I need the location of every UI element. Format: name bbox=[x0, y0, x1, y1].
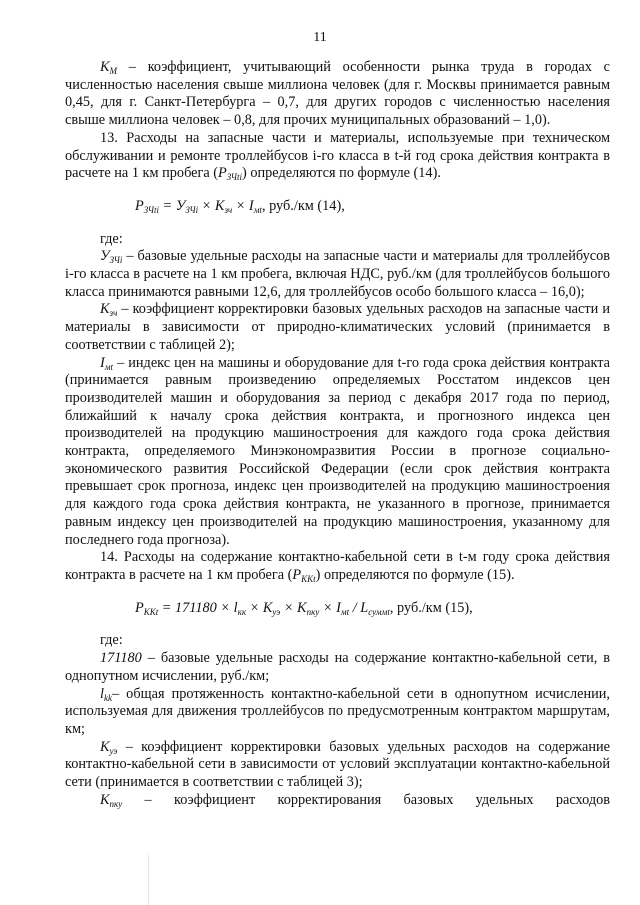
where-label: где: bbox=[100, 230, 123, 247]
k-zch-definition: $K_{зч}$ – коэффициент корректировки базовых удельных расходов на запасные части и материалы в зависимости от природно-климатических условий (принимается в соответствии с таблицей 2); bbox=[65, 301, 610, 353]
scan-mark bbox=[148, 855, 149, 905]
formula-15: $P_{ККt} = 171180 \times l_{кк} \times K_{уэ} \times K_{пку} \times I_{мt} / L_{суммt}$, руб./км (15), bbox=[135, 599, 473, 617]
constant-definition: 171180 – базовые удельные расходы на содержание контактно-кабельной сети, в однопутном исчислении, руб./км; bbox=[65, 650, 611, 684]
k-pku-definition: $K_{пку}$ – коэффициент корректирования базовых удельных расходов bbox=[100, 791, 610, 809]
formula-14: $P_{ЗЧti} = У_{ЗЧi} \times K_{зч} \times I_{мt}$, руб./км (14), bbox=[135, 197, 345, 215]
page-number: 11 bbox=[313, 30, 327, 45]
where-label-2: где: bbox=[100, 632, 123, 649]
paragraph-13: 13. Расходы на запасные части и материалы, используемые при техническом обслуживании и ремонте троллейбусов i-го класса в t-й год срока действия контракта в расчете на 1 км пробега $(P_{ЗЧti})$ определяются по формуле (14). bbox=[65, 129, 610, 183]
paragraph-14: 14. Расходы на содержание контактно-кабельной сети в t-м году срока действия контракта в расчете на 1 км пробега $(P_{ККt})$ определяются по формуле (15). bbox=[65, 549, 610, 584]
l-kk-definition: $l_{kk}-$ общая протяженность контактно-кабельной сети в однопутном исчислении, используемая для движения троллейбусов по предусмотренным контрактом маршрутам, км; bbox=[65, 685, 610, 737]
document-body bbox=[65, 59, 610, 809]
k-ue-definition: $K_{уэ}$ – коэффициент корректировки базовых удельных расходов на содержание контактно-кабельной сети в зависимости от условий эксплуатации контактно-кабельной сети (принимается в соответствии с таблицей 3); bbox=[65, 738, 610, 791]
km-definition: $K_M$ – коэффициент, учитывающий особенности рынка труда в городах с численностью населения свыше миллиона человек (для г. Москвы принимается равным 0,45, для г. Санкт-Петербурга – 0,7, для других городов с численностью населения свыше миллиона человек – 0,8, для прочих муниципальных образований – 1,0). bbox=[65, 59, 610, 129]
u-zch-definition: $У_{ЗЧi}$ – базовые удельные расходы на запасные части и материалы для троллейбусов i-го класса в расчете на 1 км пробега, включая НДС, руб./км (для троллейбусов большого класса принимаются равными 12,6, для троллейбусов особо большого класса – 16,0); bbox=[65, 248, 611, 300]
i-mt-definition: $I_{мt}$ – индекс цен на машины и оборудование для t-го года срока действия контракта (принимается равным произведению определяемых Росстатом индексов цен производителей машин и оборудования за период с декабря 2017 года по период, ближайший к началу срока действия контракта, и прогнозного индекса цен производителей на продукцию машиностроения для каждого года срока действия контракта, определяемого Минэкономразвития России в прогнозе социально-экономического развития Российской Федерации (если срок действия контракта превышает срок прогноза, индекс цен производителей на продукцию машиностроения для каждого года срока действия контракта, не указанного в прогнозе, принимается равным индексу цен производителей на продукцию машиностроения, указанному для последнего года прогноза). bbox=[65, 354, 611, 548]
